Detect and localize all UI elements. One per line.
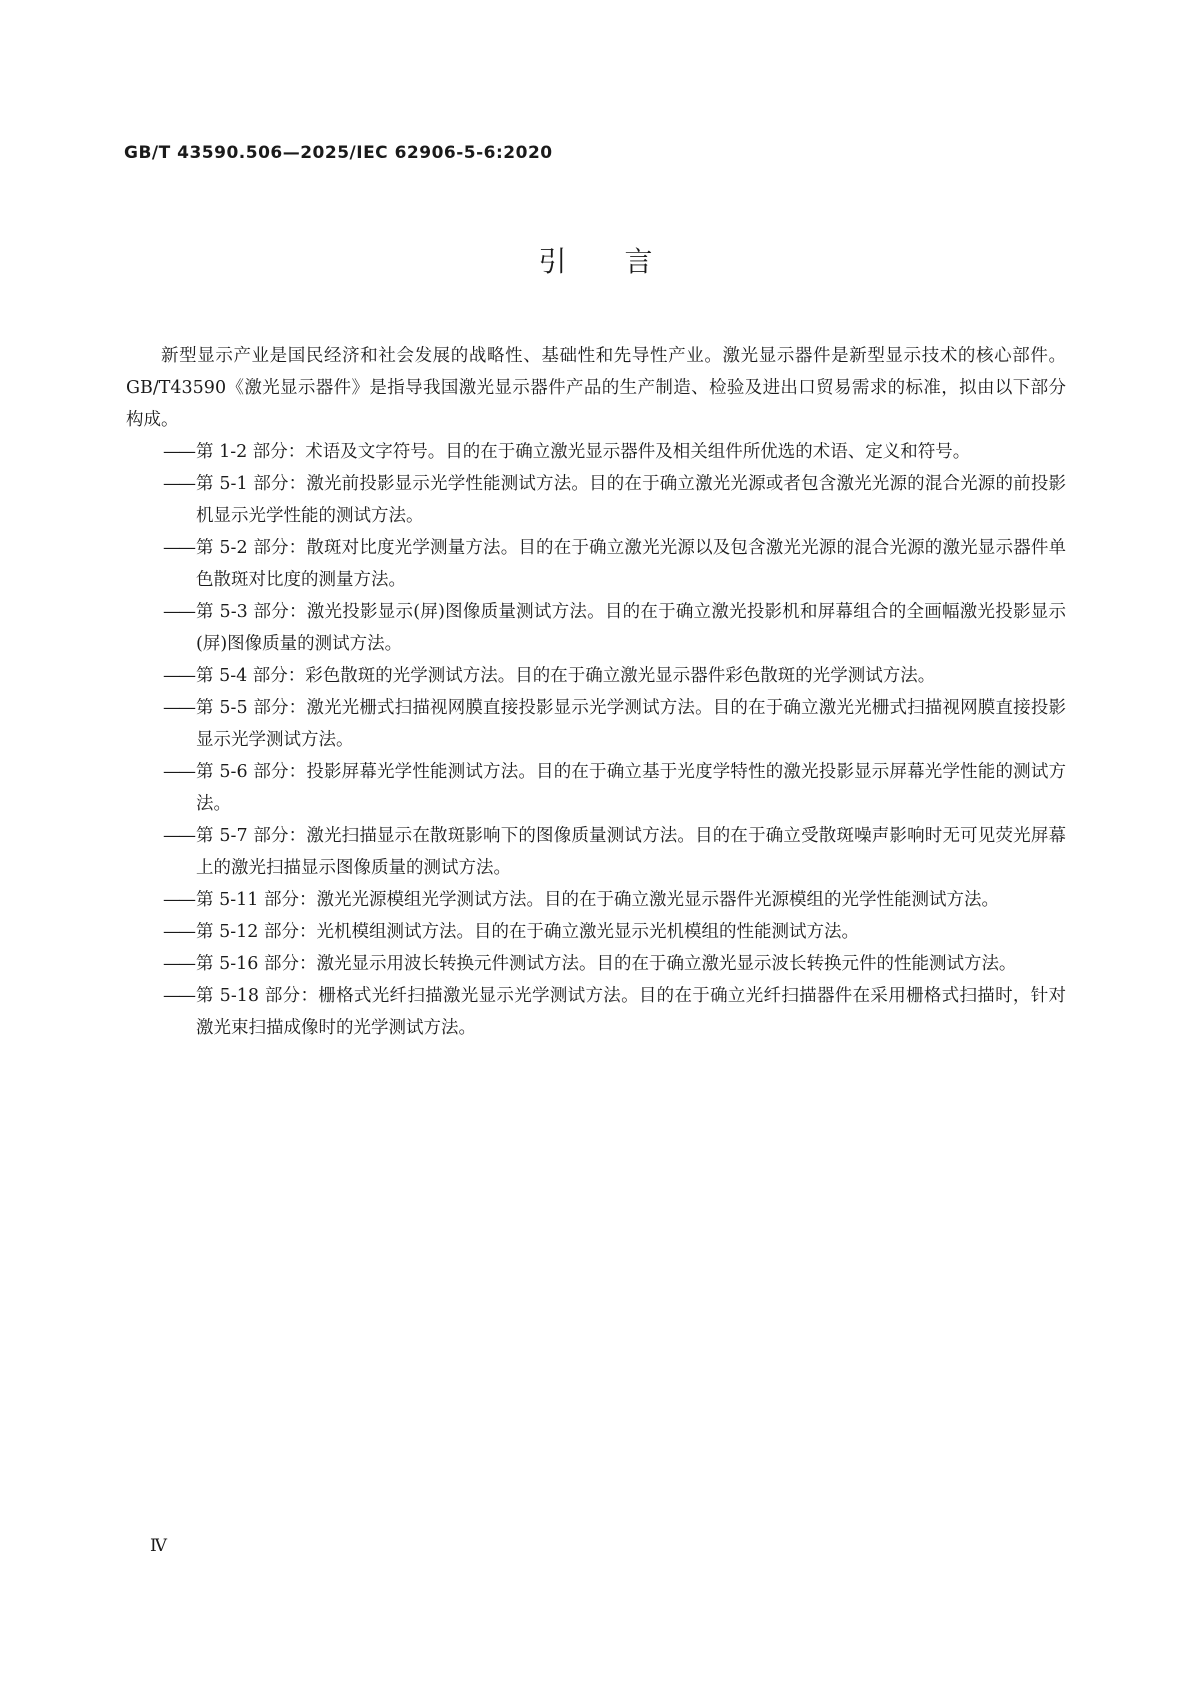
standard-code: GB/T 43590.506—2025/IEC 62906-5-6:2020	[124, 143, 553, 163]
dash-marker: ——	[163, 826, 194, 846]
dash-marker: ——	[163, 762, 194, 782]
list-item	[126, 532, 1066, 596]
page-number: Ⅳ	[150, 1536, 167, 1556]
document-body	[126, 340, 1066, 1044]
list-item	[126, 884, 1066, 916]
list-item	[126, 692, 1066, 756]
list-item-text: 第 5-12 部分：光机模组测试方法。目的在于确立激光显示光机模组的性能测试方法。	[196, 922, 859, 942]
list-item-text: 第 5-7 部分：激光扫描显示在散斑影响下的图像质量测试方法。目的在于确立受散斑噪声影响时无可见荧光屏幕上的激光扫描显示图像质量的测试方法。	[196, 826, 1066, 878]
list-item-text: 第 5-6 部分：投影屏幕光学性能测试方法。目的在于确立基于光度学特性的激光投影显示屏幕光学性能的测试方法。	[196, 762, 1066, 814]
dash-marker: ——	[163, 890, 194, 910]
list-item-text: 第 5-1 部分：激光前投影显示光学性能测试方法。目的在于确立激光光源或者包含激光光源的混合光源的前投影机显示光学性能的测试方法。	[196, 474, 1066, 526]
list-item	[126, 756, 1066, 820]
list-item	[126, 980, 1066, 1044]
dash-marker: ——	[163, 698, 194, 718]
list-item	[126, 916, 1066, 948]
dash-marker: ——	[163, 922, 194, 942]
list-item-text: 第 5-16 部分：激光显示用波长转换元件测试方法。目的在于确立激光显示波长转换元件的性能测试方法。	[196, 954, 1017, 974]
list-item-text: 第 5-2 部分：散斑对比度光学测量方法。目的在于确立激光光源以及包含激光光源的混合光源的激光显示器件单色散斑对比度的测量方法。	[196, 538, 1066, 590]
list-item	[126, 436, 1066, 468]
list-item	[126, 820, 1066, 884]
list-item	[126, 596, 1066, 660]
list-item-text: 第 5-11 部分：激光光源模组光学测试方法。目的在于确立激光显示器件光源模组的光学性能测试方法。	[196, 890, 999, 910]
dash-marker: ——	[163, 666, 194, 686]
list-item-text: 第 5-3 部分：激光投影显示(屏)图像质量测试方法。目的在于确立激光投影机和屏幕组合的全画幅激光投影显示(屏)图像质量的测试方法。	[196, 602, 1066, 654]
intro-paragraph: 新型显示产业是国民经济和社会发展的战略性、基础性和先导性产业。激光显示器件是新型显示技术的核心部件。GB/T43590《激光显示器件》是指导我国激光显示器件产品的生产制造、检验及进出口贸易需求的标准，拟由以下部分构成。	[126, 346, 1066, 430]
list-item-text: 第 5-18 部分：栅格式光纤扫描激光显示光学测试方法。目的在于确立光纤扫描器件在采用栅格式扫描时，针对激光束扫描成像时的光学测试方法。	[196, 986, 1066, 1038]
dash-marker: ——	[163, 538, 194, 558]
dash-marker: ——	[163, 474, 194, 494]
page-title: 引言	[538, 245, 711, 278]
list-item	[126, 660, 1066, 692]
list-item	[126, 468, 1066, 532]
list-item-text: 第 1-2 部分：术语及文字符号。目的在于确立激光显示器件及相关组件所优选的术语、定义和符号。	[196, 442, 971, 462]
dash-marker: ——	[163, 954, 194, 974]
list-item-text: 第 5-5 部分：激光光栅式扫描视网膜直接投影显示光学测试方法。目的在于确立激光光栅式扫描视网膜直接投影显示光学测试方法。	[196, 698, 1066, 750]
dash-marker: ——	[163, 602, 194, 622]
dash-marker: ——	[163, 442, 194, 462]
list-item	[126, 948, 1066, 980]
dash-marker: ——	[163, 986, 194, 1006]
list-item-text: 第 5-4 部分：彩色散斑的光学测试方法。目的在于确立激光显示器件彩色散斑的光学测试方法。	[196, 666, 936, 686]
